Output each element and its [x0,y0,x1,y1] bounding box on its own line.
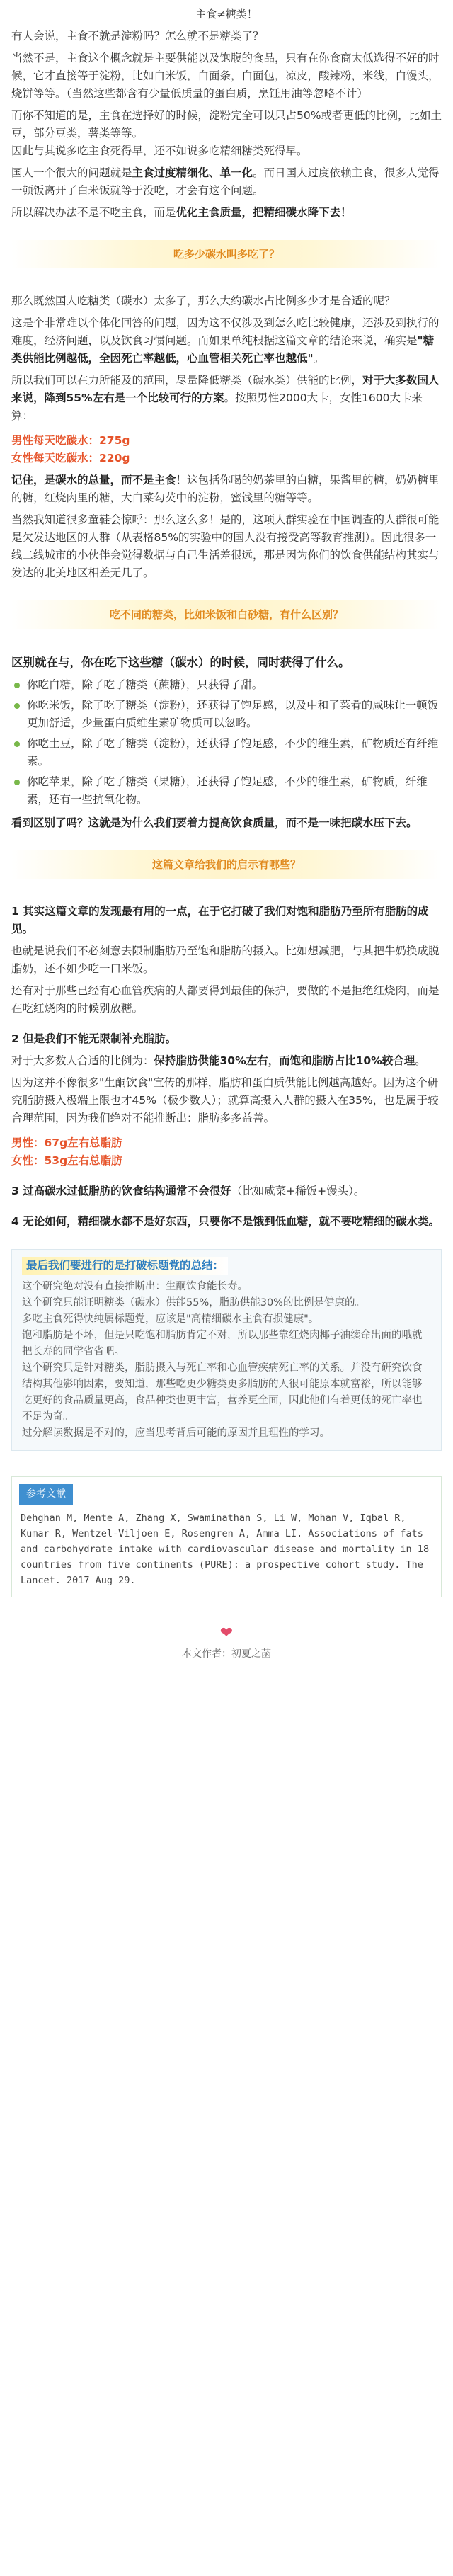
summary-line: 饱和脂肪是不坏，但是只吃饱和脂肪肯定不对，所以那些靠红烧肉椰子油续命出面的哦就把长寿的同学省省吧。 [22,1330,423,1357]
reference-box [11,1476,442,1597]
author-credit: 本文作者：初夏之菡 [182,1648,271,1660]
list-item: 你吃苹果，除了吃了糖类（果糖），还获得了饱足感，不少的维生素，矿物质，纤维素，还有一些抗氧化物。 [11,773,442,809]
summary-line: 这个研究绝对没有直接推断出：生酮饮食能长寿。 [22,1281,248,1292]
section-lead: 区别就在与，你在吃下这些糖（碳水）的时候，同时获得了什么。 [11,656,350,669]
body-paragraph: 那么既然国人吃糖类（碳水）太多了，那么大约碳水占比例多少才是合适的呢？ [11,295,396,307]
summary-line: 多吃主食死得快纯属标题党，应该是"高精细碳水主食有损健康"。 [22,1313,319,1325]
summary-box [11,1249,442,1451]
section-heading-band [11,600,442,629]
section-heading: 吃多少碳水叫多吃了？ [173,247,280,261]
body-paragraph: 对于大多数人合适的比例为：保持脂肪供能30%左右，而饱和脂肪占比10%较合理。 [11,1054,426,1067]
body-paragraph: 当然我知道很多童鞋会惊呼：那么这么多！是的，这项人群实验在中国调查的人群很可能是欠发达地区的人群（从表格85%的实验中的国人没有接受高等教育推测）。因此很多一线二线城市的小伙伴会觉得数据与自己生活差很远，那是因为你们的饮食供能结构其实与发达的北美地区相差无几了。 [11,513,440,579]
summary-line: 这个研究只能证明糖类（碳水）供能55%，脂肪供能30%的比例是健康的。 [22,1297,365,1309]
body-paragraph: 这是个非常难以个体化回答的问题，因为这不仅涉及到怎么吃比较健康，还涉及到执行的难度，经济问题，以及饮食习惯问题。而如果单纯根据这篇文章的结论来说，确实是"糖类供能比例越低，全因死亡率越低，心血管相关死亡率也越低"。 [11,317,440,365]
body-paragraph: 所以我们可以在力所能及的范围，尽量降低糖类（碳水类）供能的比例，对于大多数国人来说，降到55%左右是一个比较可行的方案。按照男性2000大卡，女性1600大卡来算： [11,374,440,422]
body-paragraph: 也就是说我们不必刻意去限制脂肪乃至饱和脂肪的摄入。比如想减肥，与其把牛奶换成脱脂奶，还不如少吃一口米饭。 [11,945,440,975]
summary-title: 最后我们要进行的是打破标题党的总结： [22,1257,228,1275]
section-heading: 吃不同的糖类，比如米饭和白砂糖，有什么区别？ [109,608,343,621]
article [0,6,453,1663]
intro-paragraph: 国人一个很大的问题就是主食过度精细化、单一化。而日国人过度依赖主食，很多人觉得一顿饭离开了白米饭就等于没吃，才会有这个问题。 [11,166,440,197]
list-item: 你吃米饭，除了吃了糖类（淀粉），还获得了饱足感，以及中和了菜肴的咸味让一顿饭更加舒适，少量蛋白质维生素矿物质可以忽略。 [11,697,442,732]
section-conclusion: 看到区别了吗？这就是为什么我们要着力提高饮食质量，而不是一味把碳水压下去。 [11,816,418,829]
intro-paragraph: 当然不是，主食这个概念就是主要供能以及饱腹的食品，只有在你食商太低选得不好的时候，它才直接等于淀粉，比如白米饭，白面条，白面包，凉皮，酸辣粉，米线，白馒头，烧饼等等。（当然这些都含有少量低质量的蛋白质，烹饪用油等忽略不计） [11,52,440,100]
reference-label: 参考文献 [19,1484,73,1505]
body-paragraph: 记住，是碳水的总量，而不是主食！这包括你喝的奶茶里的白糖，果酱里的糖，奶奶糖里的糖，红烧肉里的糖，大白菜勾芡中的淀粉，蜜饯里的糖等等。 [11,474,440,504]
body-paragraph: 还有对于那些已经有心血管疾病的人都要得到最佳的保护，要做的不是拒绝红烧肉，而是在吃红烧肉的时候别放糖。 [11,984,440,1015]
section-heading-band [11,850,442,879]
section-heading: 这篇文章给我们的启示有哪些？ [151,857,301,871]
body-paragraph: 因为这并不像很多"生酮饮食"宣传的那样，脂肪和蛋白质供能比例越高越好。因为这个研究脂肪摄入极端上限也才45%（极少数人）；就算高摄入人群的摄入在35%，也是属于较合理范围，因为我们绝对不能推断出：脂肪多多益善。 [11,1076,439,1124]
male-fat-intake: 男性：67g左右总脂肪 [11,1136,122,1149]
point-title: 3 过高碳水过低脂肪的饮食结构通常不会很好（比如咸菜+稀饭+馒头）。 [11,1185,365,1197]
section-heading-band [11,240,442,268]
female-carb-intake: 女性每天吃碳水：220g [11,452,130,465]
heart-icon: ❤ [219,1624,234,1642]
reference-citation: Dehghan M, Mente A, Zhang X, Swaminathan S, Li W, Mohan V, Iqbal R, Kumar R, Wentzel-Viljoen E, Rosengren A, Amma LI. Associations of fats and carbohydrate intake with cardiovascular disease and mortality in 18 countries from five continents (PURE): a prospective cohort study. The Lancet. 2017 Aug 29. [21,1512,435,1586]
footer [11,1626,442,1663]
point-title: 1 其实这篇文章的发现最有用的一点，在于它打破了我们对饱和脂肪乃至所有脂肪的成见。 [11,905,429,935]
list-item: 你吃土豆，除了吃了糖类（淀粉），还获得了饱足感，不少的维生素，矿物质还有纤维素。 [11,735,442,770]
intro-paragraph: 所以解决办法不是不吃主食，而是优化主食质量，把精细碳水降下去！ [11,206,352,219]
male-carb-intake: 男性每天吃碳水：275g [11,434,130,447]
female-fat-intake: 女性：53g左右总脂肪 [11,1154,122,1167]
intro-paragraph: 有人会说，主食不就是淀粉吗？怎么就不是糖类了？ [11,30,264,42]
list-item: 你吃白糖，除了吃了糖类（蔗糖），只获得了甜。 [11,676,442,694]
summary-line: 这个研究只是针对糖类，脂肪摄入与死亡率和心血管疾病死亡率的关系。并没有研究饮食结构其他影响因素，要知道，那些吃更少糖类更多脂肪的人很可能原本就富裕，所以能够吃更好的食品质量更高，食品种类也更丰富，营养更全面，因此他们有着更低的死亡率也不足为奇。 [22,1362,423,1423]
intro-paragraph: 而你不知道的是，主食在选择好的时候，淀粉完全可以只占50%或者更低的比例，比如土豆，部分豆类，薯类等等。 因此与其说多吃主食死得早，还不如说多吃精细糖类死得早。 [11,109,442,157]
comparison-list [11,676,442,809]
intro-title: 主食≠糖类！ [195,8,258,21]
point-title: 4 无论如何，精细碳水都不是好东西，只要你不是饿到低血糖，就不要吃精细的碳水类。 [11,1215,440,1228]
summary-line: 过分解读数据是不对的，应当思考背后可能的原因并且理性的学习。 [22,1427,330,1439]
point-title: 2 但是我们不能无限制补充脂肪。 [11,1032,177,1045]
footer-divider [11,1626,442,1641]
